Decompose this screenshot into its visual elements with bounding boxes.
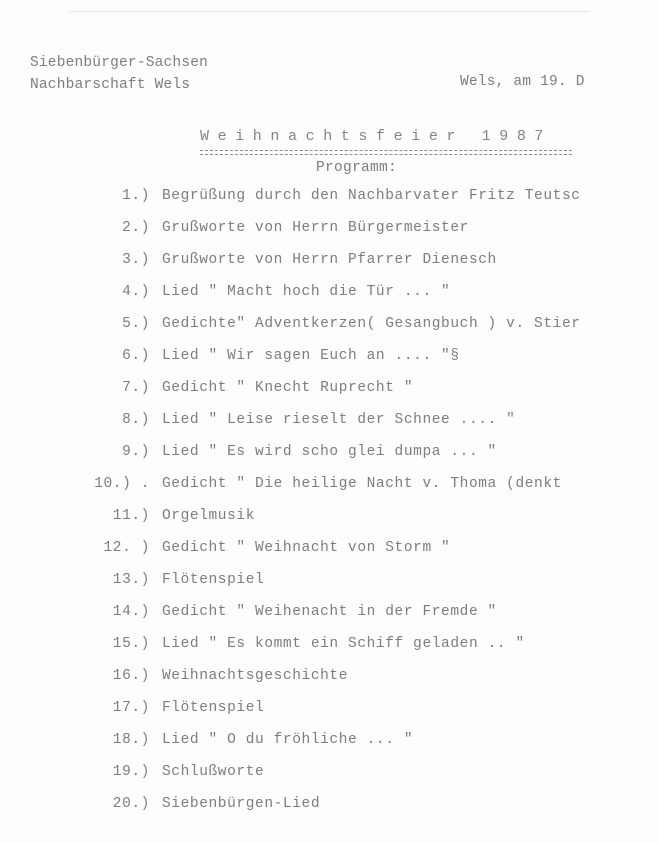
- program-item-text: Lied " O du fröhliche ... ": [162, 732, 414, 748]
- program-item-number: 4.): [122, 284, 150, 300]
- title-underline: [200, 150, 572, 155]
- program-item-number: 8.): [122, 412, 150, 428]
- program-heading: Programm:: [316, 160, 398, 176]
- program-item-number: 5.): [122, 316, 150, 332]
- program-item: [0, 188, 658, 210]
- program-item-number: 7.): [122, 380, 150, 396]
- sender-branch: Nachbarschaft Wels: [30, 77, 191, 93]
- program-item-text: Schlußworte: [162, 764, 265, 780]
- scan-artifact-line: [70, 11, 590, 12]
- program-item-number: 1.): [122, 188, 150, 204]
- program-item-text: Lied " Leise rieselt der Schnee .... ": [162, 412, 516, 428]
- program-item: [0, 316, 658, 338]
- program-item: [0, 700, 658, 722]
- program-item: [0, 476, 658, 498]
- program-item-text: Lied " Macht hoch die Tür ... ": [162, 284, 451, 300]
- program-item-number: 17.): [112, 700, 150, 716]
- program-item-number: 20.): [112, 796, 150, 812]
- program-item: [0, 668, 658, 690]
- program-item: [0, 284, 658, 306]
- program-item-text: Flötenspiel: [162, 572, 265, 588]
- program-item-number: 2.): [122, 220, 150, 236]
- program-item-number: 14.): [112, 604, 150, 620]
- program-item: [0, 412, 658, 434]
- program-item-text: Lied " Wir sagen Euch an .... "§: [162, 348, 460, 364]
- program-item-text: Lied " Es kommt ein Schiff geladen .. ": [162, 636, 525, 652]
- program-item: [0, 348, 658, 370]
- program-item-text: Flötenspiel: [162, 700, 265, 716]
- program-item-number: 19.): [112, 764, 150, 780]
- program-item: [0, 380, 658, 402]
- program-item: [0, 796, 658, 818]
- program-item-number: 10.) .: [94, 476, 150, 492]
- program-item-text: Gedicht " Weihnacht von Storm ": [162, 540, 451, 556]
- program-item: [0, 604, 658, 626]
- program-item: [0, 732, 658, 754]
- program-item-number: 13.): [112, 572, 150, 588]
- program-item-number: 11.): [112, 508, 150, 524]
- sender-block: [30, 52, 208, 96]
- program-item-text: Weihnachtsgeschichte: [162, 668, 349, 684]
- program-item-number: 16.): [112, 668, 150, 684]
- program-item-text: Gedicht " Die heilige Nacht v. Thoma (denkt: [162, 476, 562, 492]
- program-item: [0, 572, 658, 594]
- program-item-text: Orgelmusik: [162, 508, 256, 524]
- program-item: [0, 252, 658, 274]
- program-item: [0, 220, 658, 242]
- date-line: Wels, am 19. D: [460, 74, 585, 90]
- program-item-text: Begrüßung durch den Nachbarvater Fritz Teutsc: [162, 188, 581, 204]
- program-item-number: 12. ): [103, 540, 150, 556]
- program-item-text: Gedicht " Knecht Ruprecht ": [162, 380, 414, 396]
- program-item-text: Gedicht " Weihenacht in der Fremde ": [162, 604, 497, 620]
- program-item-number: 9.): [122, 444, 150, 460]
- program-item-text: Siebenbürgen-Lied: [162, 796, 321, 812]
- program-item: [0, 764, 658, 786]
- program-item: [0, 636, 658, 658]
- program-item-number: 15.): [112, 636, 150, 652]
- program-item-text: Grußworte von Herrn Pfarrer Dienesch: [162, 252, 497, 268]
- program-item-number: 6.): [122, 348, 150, 364]
- sender-organization: Siebenbürger-Sachsen: [30, 55, 209, 71]
- document-title: Weihnachtsfeier 1987: [200, 128, 553, 145]
- program-item: [0, 508, 658, 530]
- program-item-number: 3.): [122, 252, 150, 268]
- program-item-text: Grußworte von Herrn Bürgermeister: [162, 220, 469, 236]
- program-item-number: 18.): [112, 732, 150, 748]
- program-item-text: Gedichte" Adventkerzen( Gesangbuch ) v. Stier: [162, 316, 581, 332]
- program-item: [0, 444, 658, 466]
- program-item: [0, 540, 658, 562]
- program-item-text: Lied " Es wird scho glei dumpa ... ": [162, 444, 497, 460]
